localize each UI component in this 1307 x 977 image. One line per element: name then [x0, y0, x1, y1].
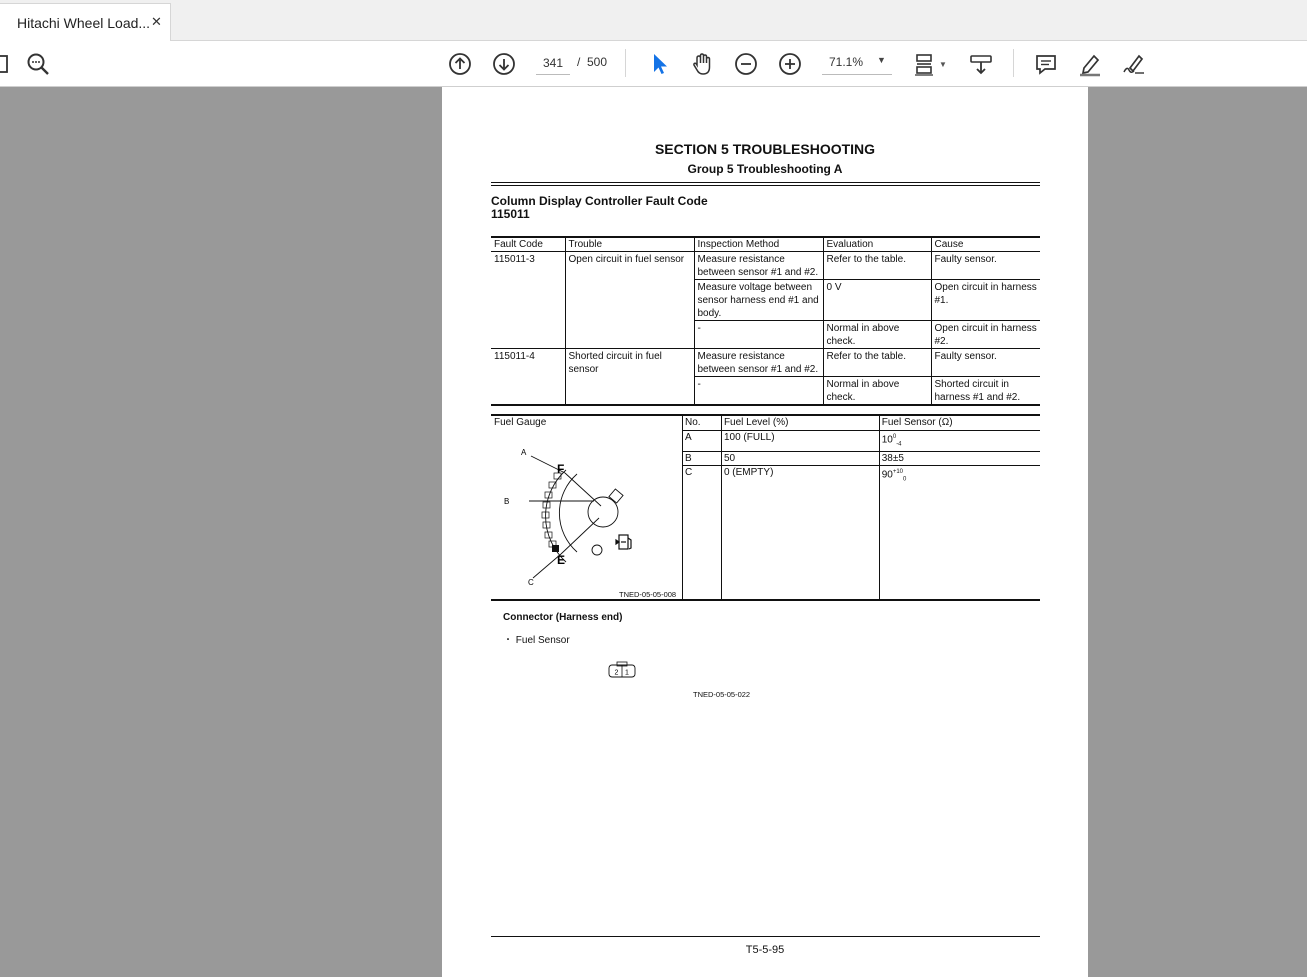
tab-strip — [0, 0, 1307, 41]
method-cell: - — [694, 321, 823, 349]
pdf-page — [442, 87, 1088, 977]
cause-cell: Shorted circuit in harness #1 and #2. — [931, 377, 1040, 406]
document-tab[interactable] — [0, 3, 171, 41]
next-page-icon[interactable] — [490, 50, 518, 78]
page-number-input[interactable] — [536, 51, 570, 75]
connector-item — [503, 631, 570, 646]
fault-code-number: 115011 — [491, 207, 530, 221]
cause-cell: Open circuit in harness #2. — [931, 321, 1040, 349]
section-title: SECTION 5 TROUBLESHOOTING — [654, 141, 876, 157]
cause-cell: Faulty sensor. — [931, 349, 1040, 377]
tab-title: Hitachi Wheel Load... — [17, 15, 151, 31]
sensor-value: 10 — [881, 433, 893, 445]
column-header: Cause — [931, 237, 1040, 252]
level-no-cell: B — [683, 451, 722, 465]
column-header: Fuel Level (%) — [721, 416, 879, 430]
evaluation-cell: Normal in above check. — [823, 321, 931, 349]
table-row — [491, 252, 1040, 280]
toolbar-divider — [625, 49, 626, 77]
page-total: 500 — [587, 55, 608, 69]
sensor-value: 38±5 — [881, 452, 904, 464]
toolbar-divider — [1013, 49, 1014, 77]
sensor-tolerance-sub: 0 — [903, 476, 907, 483]
fit-page-icon[interactable] — [910, 50, 938, 78]
column-header: Fault Code — [491, 237, 565, 252]
connector-item-label: Fuel Sensor — [515, 635, 570, 646]
level-no-cell: C — [683, 465, 722, 601]
page-separator: / — [577, 55, 581, 69]
column-header: Inspection Method — [694, 237, 823, 252]
gauge-mark-empty: E — [557, 553, 566, 567]
fuel-level-table — [682, 416, 1040, 601]
tab-close-icon[interactable]: ✕ — [151, 14, 162, 29]
zoom-in-icon[interactable] — [776, 50, 804, 78]
bullet: ・ — [503, 635, 513, 646]
highlight-icon[interactable] — [1076, 50, 1104, 78]
fuel-gauge-label: Fuel Gauge — [494, 417, 547, 428]
sensor-tolerance-sup: +10 — [892, 468, 904, 475]
group-title: Group 5 Troubleshooting A — [687, 162, 843, 176]
evaluation-cell: Refer to the table. — [823, 349, 931, 377]
sensor-value-cell — [879, 430, 1040, 451]
column-header: Trouble — [565, 237, 694, 252]
evaluation-cell: Refer to the table. — [823, 252, 931, 280]
level-value-cell: 0 (EMPTY) — [721, 465, 879, 601]
footer-rule — [491, 936, 1040, 937]
comment-icon[interactable] — [1032, 50, 1060, 78]
level-value-cell: 50 — [721, 451, 879, 465]
cause-cell: Open circuit in harness #1. — [931, 280, 1040, 321]
column-header: Fuel Sensor (Ω) — [879, 416, 1040, 430]
evaluation-cell: Normal in above check. — [823, 377, 931, 406]
sidebar-icon[interactable] — [0, 50, 16, 78]
method-cell: Measure voltage between sensor harness end #1 and body. — [694, 280, 823, 321]
sensor-value-cell — [879, 465, 1040, 601]
gauge-figure-ref: TNED-05-05-008 — [619, 590, 677, 599]
table-row — [491, 349, 1040, 377]
connector-pin-2: 2 — [614, 669, 619, 677]
zoom-select[interactable] — [822, 51, 892, 75]
zoom-value: 71.1% — [829, 55, 864, 69]
document-viewer[interactable] — [0, 87, 1307, 977]
sensor-value: 90 — [881, 469, 893, 481]
table-header-row — [683, 416, 1041, 430]
table-row — [683, 465, 1041, 601]
level-value-cell: 100 (FULL) — [721, 430, 879, 451]
zoom-out-icon[interactable] — [732, 50, 760, 78]
connector-figure-ref: TNED-05-05-022 — [693, 690, 751, 699]
title-rule — [491, 182, 1040, 183]
select-cursor-icon[interactable] — [645, 50, 673, 78]
hand-tool-icon[interactable] — [688, 50, 716, 78]
method-cell: Measure resistance between sensor #1 and #2. — [694, 349, 823, 377]
trouble-cell: Shorted circuit in fuel sensor — [565, 349, 694, 406]
fault-code-cell: 115011-4 — [491, 349, 565, 406]
level-no-cell: A — [683, 430, 722, 451]
method-cell: Measure resistance between sensor #1 and #2. — [694, 252, 823, 280]
column-header: Evaluation — [823, 237, 931, 252]
column-header: No. — [683, 416, 722, 430]
fit-dropdown-chevron-icon[interactable]: ▼ — [939, 60, 947, 69]
table-row — [683, 430, 1041, 451]
table-header-row — [491, 237, 1040, 252]
fault-code-cell: 115011-3 — [491, 252, 565, 349]
sign-icon[interactable] — [1120, 50, 1148, 78]
fault-code-table — [491, 236, 1040, 406]
gauge-mark-c: C — [528, 578, 534, 586]
sensor-value-cell — [879, 451, 1040, 465]
sensor-tolerance-sup: 0 — [892, 433, 897, 440]
zoom-search-icon[interactable] — [24, 50, 52, 78]
prev-page-icon[interactable] — [446, 50, 474, 78]
connector-pin-1: 1 — [625, 669, 629, 677]
fuel-gauge-section — [491, 414, 1040, 601]
scroll-mode-icon[interactable] — [967, 50, 995, 78]
method-cell: - — [694, 377, 823, 406]
gauge-mark-a: A — [521, 448, 527, 457]
chevron-down-icon: ▼ — [877, 55, 886, 65]
gauge-mark-full: F — [557, 462, 565, 476]
page-footer-number: T5-5-95 — [745, 944, 785, 956]
evaluation-cell: 0 V — [823, 280, 931, 321]
fuel-gauge-diagram — [499, 446, 679, 586]
gauge-mark-b: B — [504, 497, 510, 506]
cause-cell: Faulty sensor. — [931, 252, 1040, 280]
table-row — [683, 451, 1041, 465]
title-rule — [491, 185, 1040, 186]
sensor-tolerance-sub: -4 — [896, 440, 902, 447]
connector-diagram — [608, 661, 638, 679]
fault-code-heading: Column Display Controller Fault Code — [491, 194, 708, 208]
trouble-cell: Open circuit in fuel sensor — [565, 252, 694, 349]
connector-heading: Connector (Harness end) — [503, 612, 623, 623]
pdf-toolbar — [0, 41, 1307, 87]
